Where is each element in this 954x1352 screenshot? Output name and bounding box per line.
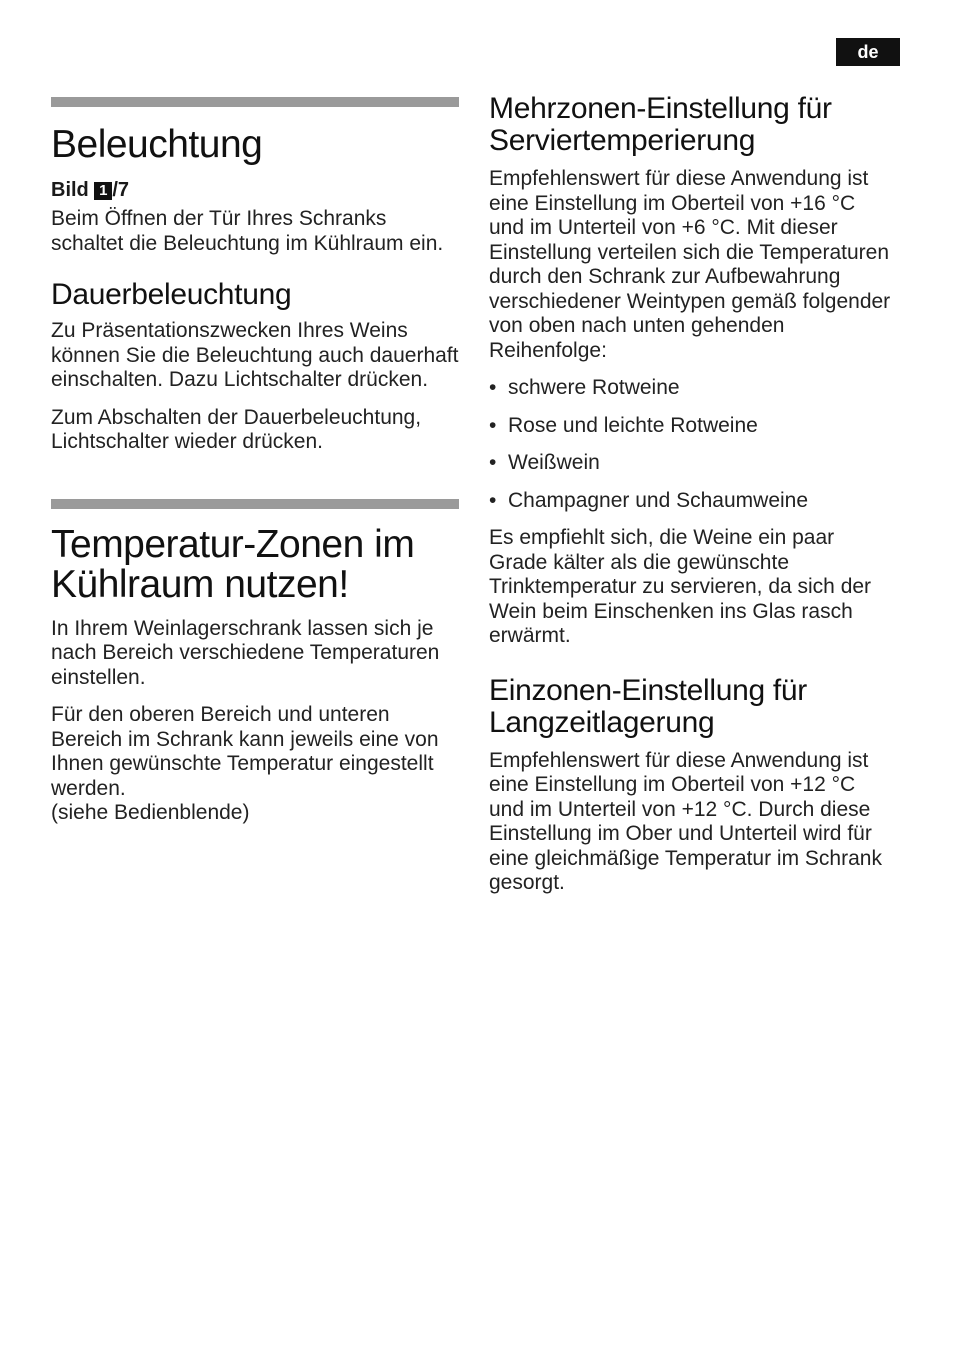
figure-number-box: 1	[94, 182, 112, 200]
figure-label: Bild	[51, 179, 89, 201]
heading-dauerbeleuchtung: Dauerbeleuchtung	[51, 278, 292, 311]
heading-einzonen	[489, 675, 894, 739]
heading-line: Mehrzonen-Einstellung für	[489, 92, 832, 125]
list-item-text: Rose und leichte Rotweine	[508, 413, 758, 437]
list-item	[489, 489, 894, 514]
bullet-icon: •	[489, 451, 497, 474]
list-item-text: Champagner und Schaumweine	[508, 488, 809, 512]
heading-line: Temperatur-Zonen im	[51, 522, 415, 566]
heading-line: Serviertemperierung	[489, 124, 756, 157]
list-item	[489, 451, 894, 476]
paragraph: Es empfiehlt sich, die Weine ein paar Grade kälter als die gewünschte Trinktemperatur zu servieren, da sich der Wein beim Einschenken ins Glas rasch erwärmt.	[489, 526, 872, 647]
paragraph: In Ihrem Weinlagerschrank lassen sich je nach Bereich verschiedene Temperaturen einstellen.	[51, 616, 440, 689]
heading-line: Kühlraum nutzen!	[51, 562, 349, 606]
paragraph: Für den oberen Bereich und unteren Bereich im Schrank kann jeweils eine von Ihnen gewünschte Temperatur eingestellt werden.	[51, 703, 439, 800]
heading-beleuchtung: Beleuchtung	[51, 123, 263, 166]
left-column	[51, 97, 461, 826]
wine-order-list	[489, 376, 894, 513]
bullet-icon: •	[489, 413, 497, 437]
paragraph: Empfehlenswert für diese Anwendung ist eine Einstellung im Oberteil von +12 °C und im Unterteil von +12 °C. Durch diese Einstellung im Ober und Unterteil wird für eine gleichmäßige Temperatur im Schrank gesorgt.	[489, 748, 882, 894]
right-column	[489, 93, 894, 896]
heading-line: Langzeitlagerung	[489, 705, 715, 739]
paragraph: Empfehlenswert für diese Anwendung ist eine Einstellung im Oberteil von +16 °C und im Unterteil von +6 °C. Mit dieser Einstellung verteilen sich die Temperaturen durch den Schrank zur Aufbewahrung verschiedener Weintypen gemäß folgender von oben nach unten gehenden Reihenfolge:	[489, 167, 891, 362]
paragraph: (siehe Bedienblende)	[51, 801, 250, 824]
heading-temperatur-zonen	[51, 522, 461, 606]
heading-line: Einzonen-Einstellung für	[489, 673, 807, 707]
bullet-icon: •	[489, 488, 497, 512]
paragraph: Beim Öffnen der Tür Ihres Schranks schaltet die Beleuchtung im Kühlraum ein.	[51, 207, 444, 255]
figure-suffix: /7	[112, 179, 130, 201]
list-item-text: schwere Rotweine	[508, 376, 680, 399]
figure-reference	[51, 178, 461, 202]
heading-mehrzonen	[489, 93, 894, 157]
paragraph: Zu Präsentationszwecken Ihres Weins können Sie die Beleuchtung auch dauerhaft einschalten. Dazu Lichtschalter drücken.	[51, 319, 459, 391]
language-badge: de	[836, 38, 900, 66]
paragraph: Zum Abschalten der Dauerbeleuchtung, Lichtschalter wieder drücken.	[51, 405, 422, 453]
list-item	[489, 414, 894, 439]
bullet-icon: •	[489, 376, 497, 399]
list-item	[489, 376, 894, 401]
list-item-text: Weißwein	[508, 451, 600, 474]
section-rule	[51, 97, 459, 107]
section-rule	[51, 499, 459, 509]
